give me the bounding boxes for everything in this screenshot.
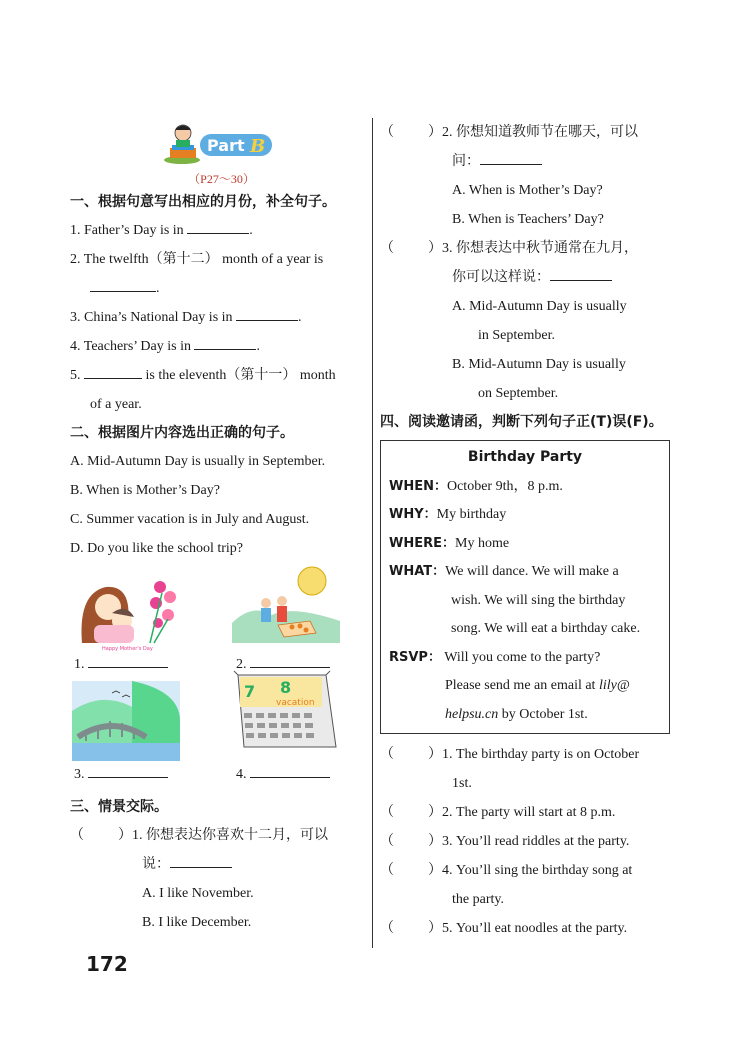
invite-what [389,558,661,587]
invite-title: Birthday Party [467,449,583,465]
left-column [70,118,365,937]
page-reference: （P27～30） [188,172,255,186]
when-value: October 9th，8 p.m. [446,478,563,494]
s2-option-d: D. Do you like the school trip? [70,541,244,556]
what-key: WHAT： [389,564,446,579]
open-paren: （ [70,828,84,843]
part-text: Part [207,136,245,155]
answer-blank[interactable] [250,765,330,778]
s2-option-c: C. Summer vacation is in July and August. [70,512,310,527]
s4-q4-cont: the party. [452,892,504,907]
invite-title-row [389,443,661,473]
s4-q5 [380,914,672,943]
s2-option-a: A. Mid-Autumn Day is usually in September. [70,454,326,469]
invite-where [389,530,661,559]
invite-rsvp-3 [389,701,661,730]
answer-blank[interactable] [194,337,256,350]
invitation-card [380,440,670,734]
rsvp-value-3: by October 1st. [501,706,588,722]
s3-q3 [380,234,672,263]
s1-q2-text: 2. The twelfth（第十二） month of a year is [70,252,324,267]
s3-q1-cont [70,850,365,879]
mothers-day-picture [72,573,180,653]
answer-blank[interactable] [187,221,249,234]
when-key: WHEN： [389,478,447,494]
column-divider [372,118,373,948]
s4-q2-text: ）2. The party will start at 8 p.m. [428,805,616,820]
invite-what-3: song. We will eat a birthday cake. [451,621,641,636]
invite-rsvp [389,644,661,673]
label-4-num: 4. [236,767,247,782]
label-2-num: 2. [236,657,247,672]
s3-q3-opt-b-cont: on September. [478,386,559,401]
s3-q1 [70,821,365,850]
s4-q4 [380,856,672,885]
s3-q2-opt-a: A. When is Mother’s Day? [452,183,603,198]
section3-heading: 三、情景交际。 [70,799,168,815]
open-paren: （ [380,805,394,820]
picture-label-4 [236,765,330,783]
school-trip-picture [72,681,180,761]
s3-q2-text-b: 问： [452,154,480,169]
s3-q2-cont [380,147,672,176]
s1-q5 [70,361,365,390]
email-user: lily@ [598,678,630,693]
part-letter: B [250,136,266,157]
s3-q2-text: ）2. 你想知道教师节在哪天，可以 [428,125,638,140]
s1-q1-text: 1. Father’s Day is in [70,223,184,238]
s4-q5-text: ）5. You’ll eat noodles at the party. [428,921,628,936]
where-key: WHERE： [389,535,455,551]
answer-blank[interactable] [88,655,168,668]
answer-blank[interactable] [550,268,612,281]
invite-when [389,473,661,502]
invite-what-2: wish. We will sing the birthday [451,592,626,608]
answer-blank[interactable] [84,366,142,379]
right-column [380,118,672,943]
s4-q1 [380,740,672,769]
s3-q3-opt-a-cont: in September. [478,328,555,343]
answer-blank[interactable] [250,655,330,668]
calendar-picture [232,669,340,749]
where-value: My home [455,535,510,551]
s4-q3 [380,827,672,856]
page-number: 172 [86,952,128,976]
s4-q1-text: ）1. The birthday party is on October [428,747,640,762]
invite-rsvp-2 [389,672,661,701]
answer-blank[interactable] [480,152,542,165]
s1-q3-text: 3. China’s National Day is in [70,310,233,325]
label-1-num: 1. [74,657,85,672]
part-b-logo [162,118,282,168]
s3-q1-opt-b: B. I like December. [142,915,252,930]
s3-q1-opt-a: A. I like November. [142,886,254,901]
s3-q3-text: ）3. 你想表达中秋节通常在九月， [428,241,638,256]
s4-q2 [380,798,672,827]
answer-blank[interactable] [90,279,156,292]
s2-option-b: B. When is Mother’s Day? [70,483,220,498]
picture-label-3 [74,765,168,783]
s4-q4-text: ）4. You’ll sing the birthday song at [428,863,633,878]
section4-heading: 四、阅读邀请函，判断下列句子正(T)误(F)。 [380,414,663,430]
open-paren: （ [380,241,394,256]
mothers-day-caption: Happy Mother's Day [102,646,153,652]
s4-q1-cont: 1st. [452,776,472,791]
s3-q3-text-b: 你可以这样说： [452,270,550,285]
invite-why [389,501,661,530]
answer-blank[interactable] [170,855,232,868]
s1-q4: 4. Teachers’ Day is in . [70,339,260,354]
s1-q1: 1. Father’s Day is in . [70,223,253,238]
what-value-1: We will dance. We will make a [445,564,619,579]
open-paren: （ [380,125,394,140]
s3-q3-opt-b: B. Mid-Autumn Day is usually [452,357,626,372]
s4-q3-text: ）3. You’ll read riddles at the party. [428,834,630,849]
s1-q5-num: 5. [70,368,81,383]
s1-q5-cont: of a year. [90,397,142,412]
s1-q5-text: is the eleventh（第十一） month [145,368,336,383]
s3-q1-text-b: 说： [142,857,170,872]
label-3-num: 3. [74,767,85,782]
s3-q2 [380,118,672,147]
why-value: My birthday [436,507,507,522]
s1-q2-cont: . [70,274,365,303]
section1-heading: 一、根据句意写出相应的月份，补全句子。 [70,194,336,210]
answer-blank[interactable] [88,765,168,778]
mid-autumn-picture [232,563,340,643]
open-paren: （ [380,863,394,878]
calendar-number-2: 8 [280,678,292,697]
s3-q2-opt-b: B. When is Teachers’ Day? [452,212,604,227]
answer-blank[interactable] [236,308,298,321]
s1-q3: 3. China’s National Day is in . [70,310,302,325]
s3-q1-text: ）1. 你想表达你喜欢十二月，可以 [118,828,328,843]
section2-heading: 二、根据图片内容选出正确的句子。 [70,425,294,441]
open-paren: （ [380,747,394,762]
why-key: WHY： [389,507,437,522]
calendar-number: 7 [244,682,256,701]
calendar-word: vacation [276,698,315,708]
rsvp-value-1: Will you come to the party? [444,649,601,665]
picture-label-1 [74,655,168,673]
s1-q2 [70,245,365,274]
s1-q4-text: 4. Teachers’ Day is in [70,339,191,354]
rsvp-value-2: Please send me an email at [445,678,596,693]
s3-q3-cont [380,263,672,292]
open-paren: （ [380,921,394,936]
rsvp-key: RSVP： [389,649,441,665]
picture-grid [70,563,365,793]
open-paren: （ [380,834,394,849]
email-domain: helpsu.cn [445,706,499,722]
s3-q3-opt-a: A. Mid-Autumn Day is usually [452,299,627,314]
